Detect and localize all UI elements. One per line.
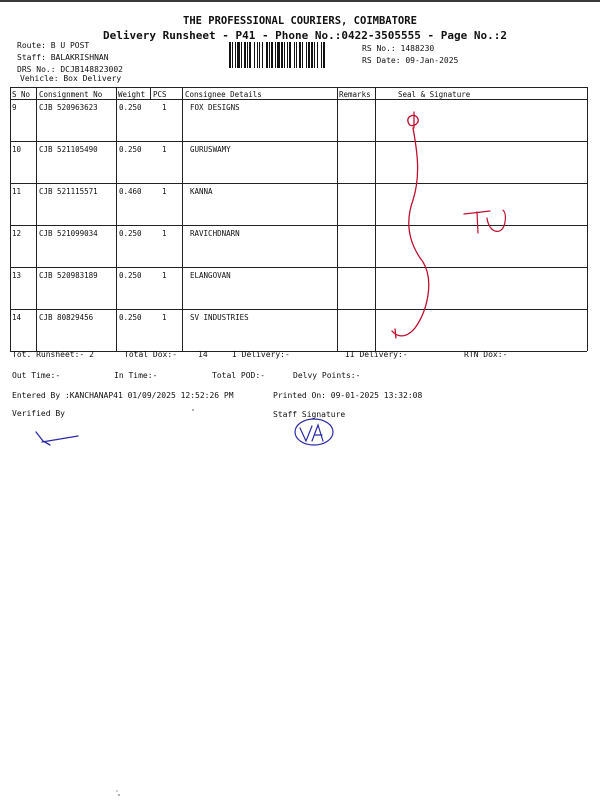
- row-consignee: GURUSWAMY: [190, 145, 231, 154]
- out-time: Out Time:-: [12, 371, 61, 380]
- row-weight: 0.250: [119, 313, 142, 322]
- row-consignee: KANNA: [190, 187, 213, 196]
- row-weight: 0.460: [119, 187, 142, 196]
- entered-by: Entered By :KANCHANAP41 01/09/2025 12:52:26 PM: [12, 391, 234, 400]
- staff-signature-mark: [295, 419, 333, 445]
- header-remarks: Remarks: [339, 90, 371, 99]
- row-weight: 0.250: [119, 145, 142, 154]
- printed-on: Printed On: 09-01-2025 13:32:08: [273, 391, 423, 400]
- total-dox-label: Total Dox:-: [124, 350, 177, 359]
- row-consignment-no: CJB 80829456: [39, 313, 94, 322]
- staff-signature-label: Staff Signature: [273, 410, 346, 419]
- row-consignment-no: CJB 521099034: [39, 229, 98, 238]
- row-consignment-no: CJB 520963623: [39, 103, 98, 112]
- row-consignment-no: CJB 521115571: [39, 187, 98, 196]
- i-delivery: I Delivery:-: [232, 350, 290, 359]
- signature-brace-mark: [392, 112, 429, 338]
- row-weight: 0.250: [119, 103, 142, 112]
- route-label: Route: B U POST: [17, 41, 90, 50]
- row-pcs: 1: [162, 313, 167, 322]
- rtn-dox: RTN Dox:-: [464, 350, 508, 359]
- rs-no-label: RS No.: 1488230: [362, 44, 435, 53]
- company-title: THE PROFESSIONAL COURIERS, COIMBATORE: [183, 15, 417, 27]
- total-pod: Total POD:-: [212, 371, 265, 380]
- row-pcs: 1: [162, 271, 167, 280]
- row-consignee: FOX DESIGNS: [190, 103, 240, 112]
- ii-delivery: II Delivery:-: [345, 350, 408, 359]
- header-pcs: PCS: [153, 90, 167, 99]
- row-consignee: SV INDUSTRIES: [190, 313, 249, 322]
- staff-label: Staff: BALAKRISHNAN: [17, 53, 109, 62]
- initials-mark: [464, 210, 505, 233]
- row-sno: 9: [12, 103, 17, 112]
- verified-by: Verified By: [12, 409, 65, 418]
- row-pcs: 1: [162, 229, 167, 238]
- total-dox-value: 14: [198, 350, 208, 359]
- in-time: In Time:-: [114, 371, 158, 380]
- verified-signature-mark: [36, 432, 78, 445]
- row-sno: 13: [12, 271, 22, 280]
- scan-speck: [116, 409, 193, 796]
- row-pcs: 1: [162, 187, 167, 196]
- header-consignee: Consignee Details: [185, 90, 262, 99]
- row-consignment-no: CJB 520983189: [39, 271, 98, 280]
- runsheet-title: Delivery Runsheet - P41 - Phone No.:0422-3505555 - Page No.:2: [103, 29, 507, 42]
- header-weight: Weight: [118, 90, 146, 99]
- tot-runsheet: Tot. Runsheet:- 2: [12, 350, 94, 359]
- header-consignment: Consignment No: [39, 90, 103, 99]
- rs-date-label: RS Date: 09-Jan-2025: [362, 56, 459, 65]
- row-sno: 10: [12, 145, 22, 154]
- row-weight: 0.250: [119, 271, 142, 280]
- row-consignee: RAVICHDNARN: [190, 229, 240, 238]
- row-sno: 11: [12, 187, 22, 196]
- header-seal-signature: Seal & Signature: [398, 90, 471, 99]
- row-weight: 0.250: [119, 229, 142, 238]
- row-consignee: ELANGOVAN: [190, 271, 231, 280]
- delvy-points: Delvy Points:-: [293, 371, 361, 380]
- vehicle-label: Vehicle: Box Delivery: [20, 74, 122, 83]
- row-pcs: 1: [162, 103, 167, 112]
- row-consignment-no: CJB 521105490: [39, 145, 98, 154]
- row-sno: 14: [12, 313, 22, 322]
- row-pcs: 1: [162, 145, 167, 154]
- row-sno: 12: [12, 229, 22, 238]
- drs-label: DRS No.: DCJB148823002: [17, 65, 123, 74]
- header-sno: S No: [12, 90, 31, 99]
